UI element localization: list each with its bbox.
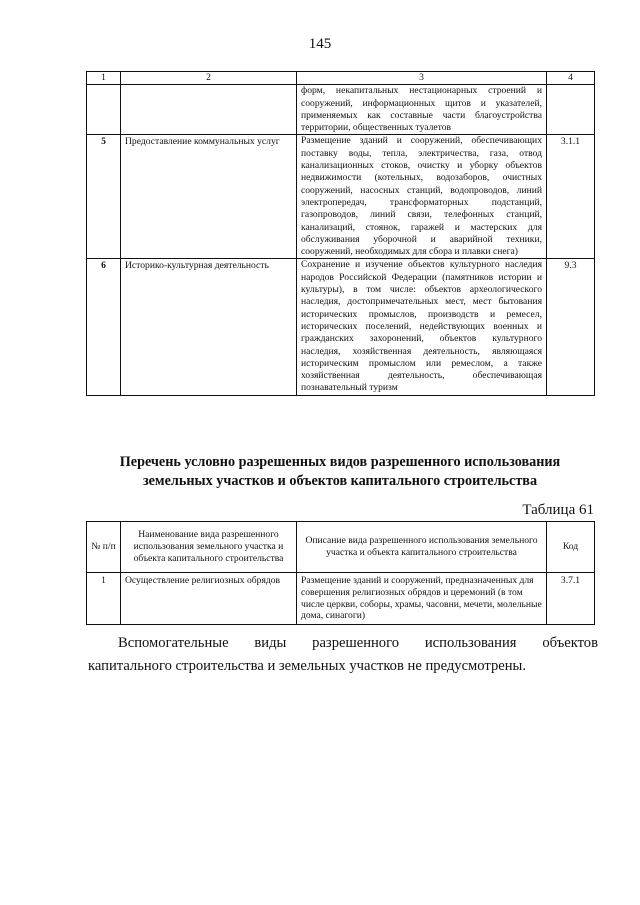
section-heading <box>80 453 600 491</box>
auxiliary-uses-note-line-2: капитального строительства и земельных участков не предусмотрены. <box>88 658 526 674</box>
use-name <box>121 85 297 135</box>
use-code: 9.3 <box>547 259 595 395</box>
section-heading-line-2: земельных участков и объектов капитального строительства <box>142 473 538 489</box>
table-row <box>87 85 595 135</box>
page-number: 145 <box>308 36 332 52</box>
row-number: 1 <box>87 573 121 625</box>
table-row <box>87 259 595 395</box>
table-row <box>87 573 595 625</box>
use-description: Размещение зданий и сооружений, предназначенных для совершения религиозных обрядов и церемоний (в том числе церкви, соборы, храмы, часовни, мечети, молельные дома, синагоги) <box>297 573 547 625</box>
table-label: Таблица 61 <box>522 502 594 518</box>
use-name: Осуществление религиозных обрядов <box>121 573 297 625</box>
use-name: Историко-культурная деятельность <box>121 259 297 395</box>
column-number-3: 3 <box>297 72 547 85</box>
row-number: 6 <box>87 259 121 395</box>
permitted-uses-table-continued <box>86 71 595 396</box>
auxiliary-uses-note-line-1: Вспомогательные виды разрешенного использования объектов <box>118 635 598 651</box>
row-number: 5 <box>87 135 121 259</box>
use-name: Предоставление коммунальных услуг <box>121 135 297 259</box>
header-description: Описание вида разрешенного использования земельного участка и объекта капитального строительства <box>297 522 547 573</box>
auxiliary-uses-note <box>88 632 598 678</box>
use-description: Размещение зданий и сооружений, обеспечивающих поставку воды, тепла, электричества, газа, отвод канализационных стоков, очистку и уборку объектов недвижимости (котельных, водозаборов, очистных сооружений, насосных станций, водопроводов, линий электропередач, трансформаторных подстанций, газопроводов, линий связи, телефонных станций, канализаций, стоянок, гаражей и мастерских для обслуживания уборочной и аварийной техники, сооружений, необходимых для сбора и плавки снега) <box>297 135 547 259</box>
header-row <box>87 522 595 573</box>
column-number-4: 4 <box>547 72 595 85</box>
use-description: Сохранение и изучение объектов культурного наследия народов Российской Федерации (памятников истории и культуры), в том числе: объектов археологического наследия, достопримечательных мест, мест бытования исторических промыслов, производств и ремесел, исторических поселений, недействующих военных и гражданских захоронений, объектов культурного наследия, хозяйственная деятельность, являющаяся историческим промыслом или ремеслом, а также хозяйственная деятельность, обеспечивающая познавательный туризм <box>297 259 547 395</box>
section-heading-line-1: Перечень условно разрешенных видов разрешенного использования <box>119 454 561 470</box>
column-number-row <box>87 72 595 85</box>
table-row <box>87 135 595 259</box>
column-number-2: 2 <box>121 72 297 85</box>
use-code <box>547 85 595 135</box>
use-description: форм, некапитальных нестационарных строений и сооружений, информационных щитов и указателей, применяемых как составные части благоустройства территории, общественных туалетов <box>297 85 547 135</box>
header-code: Код <box>547 522 595 573</box>
row-number <box>87 85 121 135</box>
column-number-1: 1 <box>87 72 121 85</box>
header-name: Наименование вида разрешенного использования земельного участка и объекта капитального строительства <box>121 522 297 573</box>
conditional-uses-table <box>86 521 595 625</box>
use-code: 3.7.1 <box>547 573 595 625</box>
use-code: 3.1.1 <box>547 135 595 259</box>
header-number: № п/п <box>87 522 121 573</box>
